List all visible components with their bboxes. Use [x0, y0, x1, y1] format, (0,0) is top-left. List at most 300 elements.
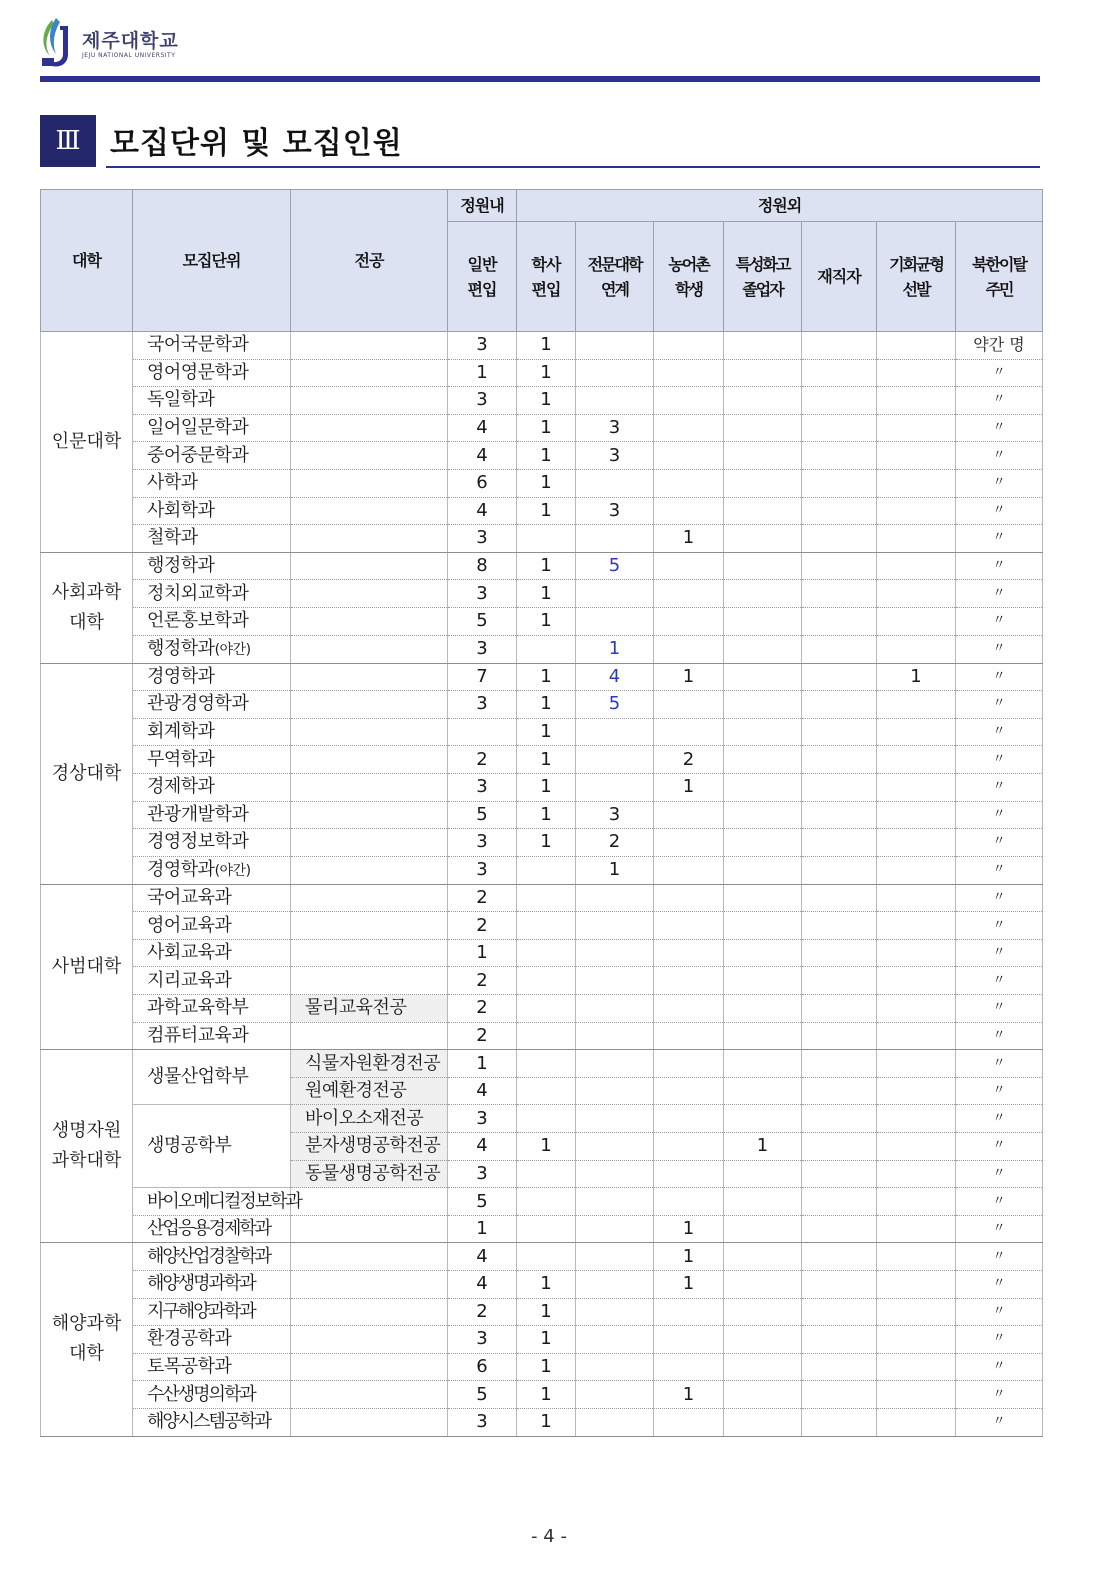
college-name: 대학	[69, 1343, 104, 1365]
unit-cell	[133, 442, 291, 470]
col-worker: 재직자	[802, 222, 877, 332]
bachelor-transfer-cell: 1	[517, 829, 576, 857]
bachelor-transfer-cell: 1	[517, 1408, 576, 1436]
unit-name: 환경공학과	[147, 1328, 232, 1350]
unit-name: 컴퓨터교육과	[147, 1024, 249, 1046]
worker-cell	[802, 387, 877, 415]
college-cell	[41, 1050, 133, 1243]
major-cell	[291, 552, 448, 580]
rural-cell	[654, 856, 724, 884]
special-hs-cell	[724, 387, 802, 415]
general-transfer-cell: 2	[448, 884, 517, 912]
special-hs-cell	[724, 442, 802, 470]
junior-college-cell: 4	[576, 663, 654, 691]
north-korean-cell: 〃	[956, 525, 1043, 553]
unit-name: 해양생명과학과	[147, 1273, 255, 1295]
table-row	[41, 884, 1043, 912]
unit-name: 무역학과	[147, 748, 215, 770]
rural-cell	[654, 552, 724, 580]
equal-opportunity-cell	[877, 635, 956, 663]
unit-cell	[133, 691, 291, 719]
table-row	[41, 856, 1043, 884]
junior-college-cell	[576, 884, 654, 912]
worker-cell	[802, 1353, 877, 1381]
col-general-transfer: 일반 편입	[448, 222, 517, 332]
north-korean-cell: 〃	[956, 1077, 1043, 1105]
north-korean-cell: 〃	[956, 1408, 1043, 1436]
special-hs-cell	[724, 332, 802, 360]
col-major: 전공	[291, 190, 448, 332]
north-korean-cell: 〃	[956, 635, 1043, 663]
general-transfer-cell: 1	[448, 1050, 517, 1078]
bachelor-transfer-cell	[517, 1243, 576, 1271]
rural-cell	[654, 718, 724, 746]
worker-cell	[802, 607, 877, 635]
bachelor-transfer-cell: 1	[517, 1133, 576, 1161]
college-cell	[41, 332, 133, 553]
unit-name: 사회교육과	[147, 942, 232, 964]
unit-name: 해양시스템공학과	[147, 1411, 271, 1433]
special-hs-cell	[724, 967, 802, 995]
col-unit: 모집단위	[133, 190, 291, 332]
rural-cell	[654, 1022, 724, 1050]
table-row	[41, 1381, 1043, 1409]
rural-cell	[654, 912, 724, 940]
rural-cell	[654, 635, 724, 663]
unit-name: 토목공학과	[147, 1356, 232, 1378]
junior-college-cell	[576, 995, 654, 1023]
worker-cell	[802, 912, 877, 940]
north-korean-cell: 〃	[956, 1050, 1043, 1078]
general-transfer-cell: 3	[448, 580, 517, 608]
table-row	[41, 359, 1043, 387]
general-transfer-cell: 1	[448, 939, 517, 967]
north-korean-cell: 〃	[956, 442, 1043, 470]
unit-name: 철학과	[147, 527, 198, 549]
major-cell	[291, 387, 448, 415]
bachelor-transfer-cell: 1	[517, 1298, 576, 1326]
bachelor-transfer-cell	[517, 635, 576, 663]
rural-cell: 1	[654, 773, 724, 801]
table-row	[41, 414, 1043, 442]
major-cell	[291, 912, 448, 940]
table-row	[41, 1353, 1043, 1381]
unit-cell	[133, 801, 291, 829]
bachelor-transfer-cell: 1	[517, 1326, 576, 1354]
north-korean-cell: 〃	[956, 1326, 1043, 1354]
special-hs-cell	[724, 718, 802, 746]
special-hs-cell	[724, 1381, 802, 1409]
major-cell	[291, 1408, 448, 1436]
junior-college-cell	[576, 332, 654, 360]
junior-college-cell	[576, 1408, 654, 1436]
section-title: 모집단위 및 모집인원	[110, 126, 403, 161]
north-korean-cell: 〃	[956, 746, 1043, 774]
table-row	[41, 663, 1043, 691]
rural-cell	[654, 359, 724, 387]
bachelor-transfer-cell	[517, 995, 576, 1023]
worker-cell	[802, 718, 877, 746]
worker-cell	[802, 414, 877, 442]
unit-name: 관광경영학과	[147, 693, 249, 715]
junior-college-cell: 3	[576, 497, 654, 525]
bachelor-transfer-cell	[517, 856, 576, 884]
unit-cell	[133, 414, 291, 442]
north-korean-cell: 〃	[956, 967, 1043, 995]
junior-college-cell	[576, 607, 654, 635]
rural-cell: 1	[654, 1215, 724, 1243]
equal-opportunity-cell	[877, 1381, 956, 1409]
junior-college-cell	[576, 359, 654, 387]
rural-cell	[654, 801, 724, 829]
special-hs-cell	[724, 939, 802, 967]
bachelor-transfer-cell: 1	[517, 663, 576, 691]
bachelor-transfer-cell	[517, 1105, 576, 1133]
bachelor-transfer-cell	[517, 967, 576, 995]
worker-cell	[802, 1271, 877, 1299]
equal-opportunity-cell	[877, 691, 956, 719]
unit-name: 관광개발학과	[147, 803, 249, 825]
special-hs-cell	[724, 580, 802, 608]
worker-cell	[802, 332, 877, 360]
rural-cell: 1	[654, 525, 724, 553]
worker-cell	[802, 525, 877, 553]
equal-opportunity-cell	[877, 1326, 956, 1354]
junior-college-cell	[576, 718, 654, 746]
equal-opportunity-cell	[877, 856, 956, 884]
bachelor-transfer-cell: 1	[517, 1271, 576, 1299]
unit-cell	[133, 1215, 291, 1243]
rural-cell	[654, 995, 724, 1023]
unit-name: 독일학과	[147, 389, 215, 411]
special-hs-cell	[724, 1215, 802, 1243]
worker-cell	[802, 1326, 877, 1354]
col-north-korean: 북한이탈 주민	[956, 222, 1043, 332]
unit-cell	[133, 1188, 301, 1216]
equal-opportunity-cell	[877, 607, 956, 635]
major-cell: 바이오소재전공	[291, 1105, 448, 1133]
major-cell	[291, 801, 448, 829]
general-transfer-cell: 6	[448, 1353, 517, 1381]
general-transfer-cell: 3	[448, 1105, 517, 1133]
major-cell: 원예환경전공	[291, 1077, 448, 1105]
major-cell	[291, 525, 448, 553]
jeju-logo-icon	[38, 16, 78, 70]
bachelor-transfer-cell	[517, 1022, 576, 1050]
north-korean-cell: 〃	[956, 801, 1043, 829]
table-row	[41, 1243, 1043, 1271]
rural-cell	[654, 1353, 724, 1381]
major-cell	[291, 1298, 448, 1326]
general-transfer-cell: 4	[448, 1271, 517, 1299]
unit-name: 국어교육과	[147, 886, 232, 908]
special-hs-cell	[724, 829, 802, 857]
college-name: 사범대학	[51, 955, 122, 977]
unit-name: 사회학과	[147, 499, 215, 521]
special-hs-cell	[724, 801, 802, 829]
col-equal-opportunity: 기회균형 선발	[877, 222, 956, 332]
general-transfer-cell: 4	[448, 1133, 517, 1161]
bachelor-transfer-cell	[517, 1050, 576, 1078]
junior-college-cell	[576, 1188, 654, 1216]
junior-college-cell	[576, 1105, 654, 1133]
worker-cell	[802, 1022, 877, 1050]
equal-opportunity-cell	[877, 718, 956, 746]
junior-college-cell	[576, 1353, 654, 1381]
special-hs-cell	[724, 773, 802, 801]
rural-cell: 1	[654, 663, 724, 691]
table-row	[41, 718, 1043, 746]
unit-name: 수산생명의학과	[147, 1383, 255, 1405]
junior-college-cell	[576, 1381, 654, 1409]
north-korean-cell: 〃	[956, 718, 1043, 746]
college-name: 대학	[69, 611, 104, 633]
major-cell	[291, 359, 448, 387]
rural-cell	[654, 1133, 724, 1161]
equal-opportunity-cell	[877, 1271, 956, 1299]
unit-name: 지리교육과	[147, 969, 232, 991]
logo-subtitle: JEJU NATIONAL UNIVERSITY	[82, 52, 176, 59]
rural-cell	[654, 332, 724, 360]
general-transfer-cell: 5	[448, 801, 517, 829]
general-transfer-cell: 3	[448, 1160, 517, 1188]
recruitment-table-container	[40, 189, 1042, 1437]
equal-opportunity-cell	[877, 1133, 956, 1161]
unit-name: 산업응용경제학과	[147, 1218, 271, 1240]
major-cell	[291, 1353, 448, 1381]
college-cell	[41, 552, 133, 663]
general-transfer-cell: 6	[448, 469, 517, 497]
junior-college-cell	[576, 1077, 654, 1105]
general-transfer-cell: 4	[448, 497, 517, 525]
junior-college-cell: 2	[576, 829, 654, 857]
unit-cell	[133, 552, 291, 580]
major-cell	[291, 1022, 448, 1050]
bachelor-transfer-cell	[517, 525, 576, 553]
unit-name: 영어영문학과	[147, 361, 249, 383]
bachelor-transfer-cell: 1	[517, 552, 576, 580]
unit-cell	[133, 1022, 291, 1050]
special-hs-cell	[724, 1050, 802, 1078]
major-cell	[291, 580, 448, 608]
rural-cell: 1	[654, 1381, 724, 1409]
junior-college-cell: 5	[576, 552, 654, 580]
table-row	[41, 1050, 1043, 1078]
junior-college-cell	[576, 746, 654, 774]
north-korean-cell: 〃	[956, 663, 1043, 691]
college-name: 생명자원	[51, 1120, 122, 1142]
special-hs-cell	[724, 525, 802, 553]
major-cell: 식물자원환경전공	[291, 1050, 448, 1078]
college-cell	[41, 663, 133, 884]
major-cell	[291, 1326, 448, 1354]
bachelor-transfer-cell	[517, 1215, 576, 1243]
special-hs-cell	[724, 691, 802, 719]
rural-cell	[654, 884, 724, 912]
bachelor-transfer-cell: 1	[517, 1381, 576, 1409]
table-row	[41, 829, 1043, 857]
college-cell	[41, 1243, 133, 1436]
general-transfer-cell: 3	[448, 1326, 517, 1354]
unit-cell	[133, 1243, 291, 1271]
bachelor-transfer-cell: 1	[517, 414, 576, 442]
major-cell	[291, 442, 448, 470]
bachelor-transfer-cell: 1	[517, 359, 576, 387]
unit-name: 행정학과	[147, 637, 215, 659]
general-transfer-cell: 2	[448, 912, 517, 940]
equal-opportunity-cell	[877, 801, 956, 829]
worker-cell	[802, 1160, 877, 1188]
special-hs-cell	[724, 414, 802, 442]
major-cell	[291, 691, 448, 719]
equal-opportunity-cell	[877, 1050, 956, 1078]
table-row	[41, 469, 1043, 497]
bachelor-transfer-cell: 1	[517, 773, 576, 801]
unit-name: 해양산업경찰학과	[147, 1245, 271, 1267]
worker-cell	[802, 829, 877, 857]
rural-cell	[654, 414, 724, 442]
north-korean-cell: 〃	[956, 1160, 1043, 1188]
unit-name: 경영학과	[147, 665, 215, 687]
table-row	[41, 552, 1043, 580]
equal-opportunity-cell	[877, 829, 956, 857]
general-transfer-cell: 2	[448, 967, 517, 995]
col-inside-quota: 정원내	[448, 190, 517, 222]
unit-cell	[133, 829, 291, 857]
worker-cell	[802, 663, 877, 691]
special-hs-cell	[724, 1105, 802, 1133]
table-row	[41, 497, 1043, 525]
recruitment-table	[40, 189, 1043, 1437]
equal-opportunity-cell	[877, 332, 956, 360]
equal-opportunity-cell	[877, 939, 956, 967]
table-row	[41, 912, 1043, 940]
junior-college-cell: 5	[576, 691, 654, 719]
general-transfer-cell: 5	[448, 1188, 517, 1216]
unit-suffix: (야간)	[214, 641, 251, 658]
junior-college-cell	[576, 939, 654, 967]
table-row	[41, 1326, 1043, 1354]
rural-cell	[654, 691, 724, 719]
special-hs-cell	[724, 884, 802, 912]
worker-cell	[802, 691, 877, 719]
major-cell	[291, 829, 448, 857]
equal-opportunity-cell	[877, 497, 956, 525]
rural-cell	[654, 1188, 724, 1216]
major-cell	[291, 1271, 448, 1299]
junior-college-cell: 1	[576, 856, 654, 884]
worker-cell	[802, 1381, 877, 1409]
bachelor-transfer-cell	[517, 1160, 576, 1188]
worker-cell	[802, 1298, 877, 1326]
header-bar	[40, 76, 1040, 82]
major-cell	[291, 497, 448, 525]
rural-cell	[654, 607, 724, 635]
junior-college-cell	[576, 1298, 654, 1326]
rural-cell: 1	[654, 1271, 724, 1299]
bachelor-transfer-cell: 1	[517, 607, 576, 635]
north-korean-cell: 〃	[956, 1105, 1043, 1133]
table-row	[41, 691, 1043, 719]
equal-opportunity-cell	[877, 1408, 956, 1436]
junior-college-cell	[576, 525, 654, 553]
equal-opportunity-cell	[877, 995, 956, 1023]
north-korean-cell: 〃	[956, 607, 1043, 635]
worker-cell	[802, 773, 877, 801]
major-cell	[291, 1215, 448, 1243]
general-transfer-cell: 3	[448, 525, 517, 553]
equal-opportunity-cell	[877, 1105, 956, 1133]
col-junior-college: 전문대학 연계	[576, 222, 654, 332]
rural-cell	[654, 829, 724, 857]
general-transfer-cell: 4	[448, 414, 517, 442]
worker-cell	[802, 442, 877, 470]
equal-opportunity-cell	[877, 552, 956, 580]
equal-opportunity-cell	[877, 1298, 956, 1326]
equal-opportunity-cell	[877, 469, 956, 497]
bachelor-transfer-cell	[517, 884, 576, 912]
table-row	[41, 635, 1043, 663]
special-hs-cell	[724, 1408, 802, 1436]
north-korean-cell: 〃	[956, 912, 1043, 940]
unit-suffix: (야간)	[214, 862, 251, 879]
rural-cell	[654, 967, 724, 995]
junior-college-cell	[576, 1215, 654, 1243]
rural-cell	[654, 580, 724, 608]
north-korean-cell: 〃	[956, 497, 1043, 525]
equal-opportunity-cell	[877, 1188, 956, 1216]
major-cell	[291, 884, 448, 912]
north-korean-cell: 〃	[956, 359, 1043, 387]
college-name: 과학대학	[51, 1150, 122, 1172]
north-korean-cell: 약간 명	[956, 332, 1043, 360]
junior-college-cell	[576, 912, 654, 940]
worker-cell	[802, 359, 877, 387]
worker-cell	[802, 1408, 877, 1436]
major-cell: 동물생명공학전공	[291, 1160, 448, 1188]
equal-opportunity-cell	[877, 525, 956, 553]
junior-college-cell: 3	[576, 801, 654, 829]
major-cell: 물리교육전공	[291, 995, 448, 1023]
equal-opportunity-cell	[877, 387, 956, 415]
general-transfer-cell: 3	[448, 635, 517, 663]
north-korean-cell: 〃	[956, 414, 1043, 442]
rural-cell: 2	[654, 746, 724, 774]
rural-cell	[654, 1105, 724, 1133]
general-transfer-cell: 3	[448, 773, 517, 801]
general-transfer-cell: 3	[448, 856, 517, 884]
north-korean-cell: 〃	[956, 1381, 1043, 1409]
north-korean-cell: 〃	[956, 884, 1043, 912]
general-transfer-cell: 3	[448, 691, 517, 719]
table-row	[41, 1271, 1043, 1299]
special-hs-cell	[724, 359, 802, 387]
special-hs-cell	[724, 1353, 802, 1381]
unit-cell	[133, 884, 291, 912]
general-transfer-cell: 2	[448, 746, 517, 774]
junior-college-cell: 1	[576, 635, 654, 663]
general-transfer-cell: 4	[448, 1077, 517, 1105]
north-korean-cell: 〃	[956, 829, 1043, 857]
general-transfer-cell	[448, 718, 517, 746]
special-hs-cell: 1	[724, 1133, 802, 1161]
unit-cell	[133, 469, 291, 497]
unit-name: 국어국문학과	[147, 334, 249, 356]
rural-cell	[654, 1160, 724, 1188]
table-row	[41, 1105, 1043, 1133]
unit-bio-industry: 생물산업학부	[133, 1050, 291, 1105]
equal-opportunity-cell	[877, 884, 956, 912]
